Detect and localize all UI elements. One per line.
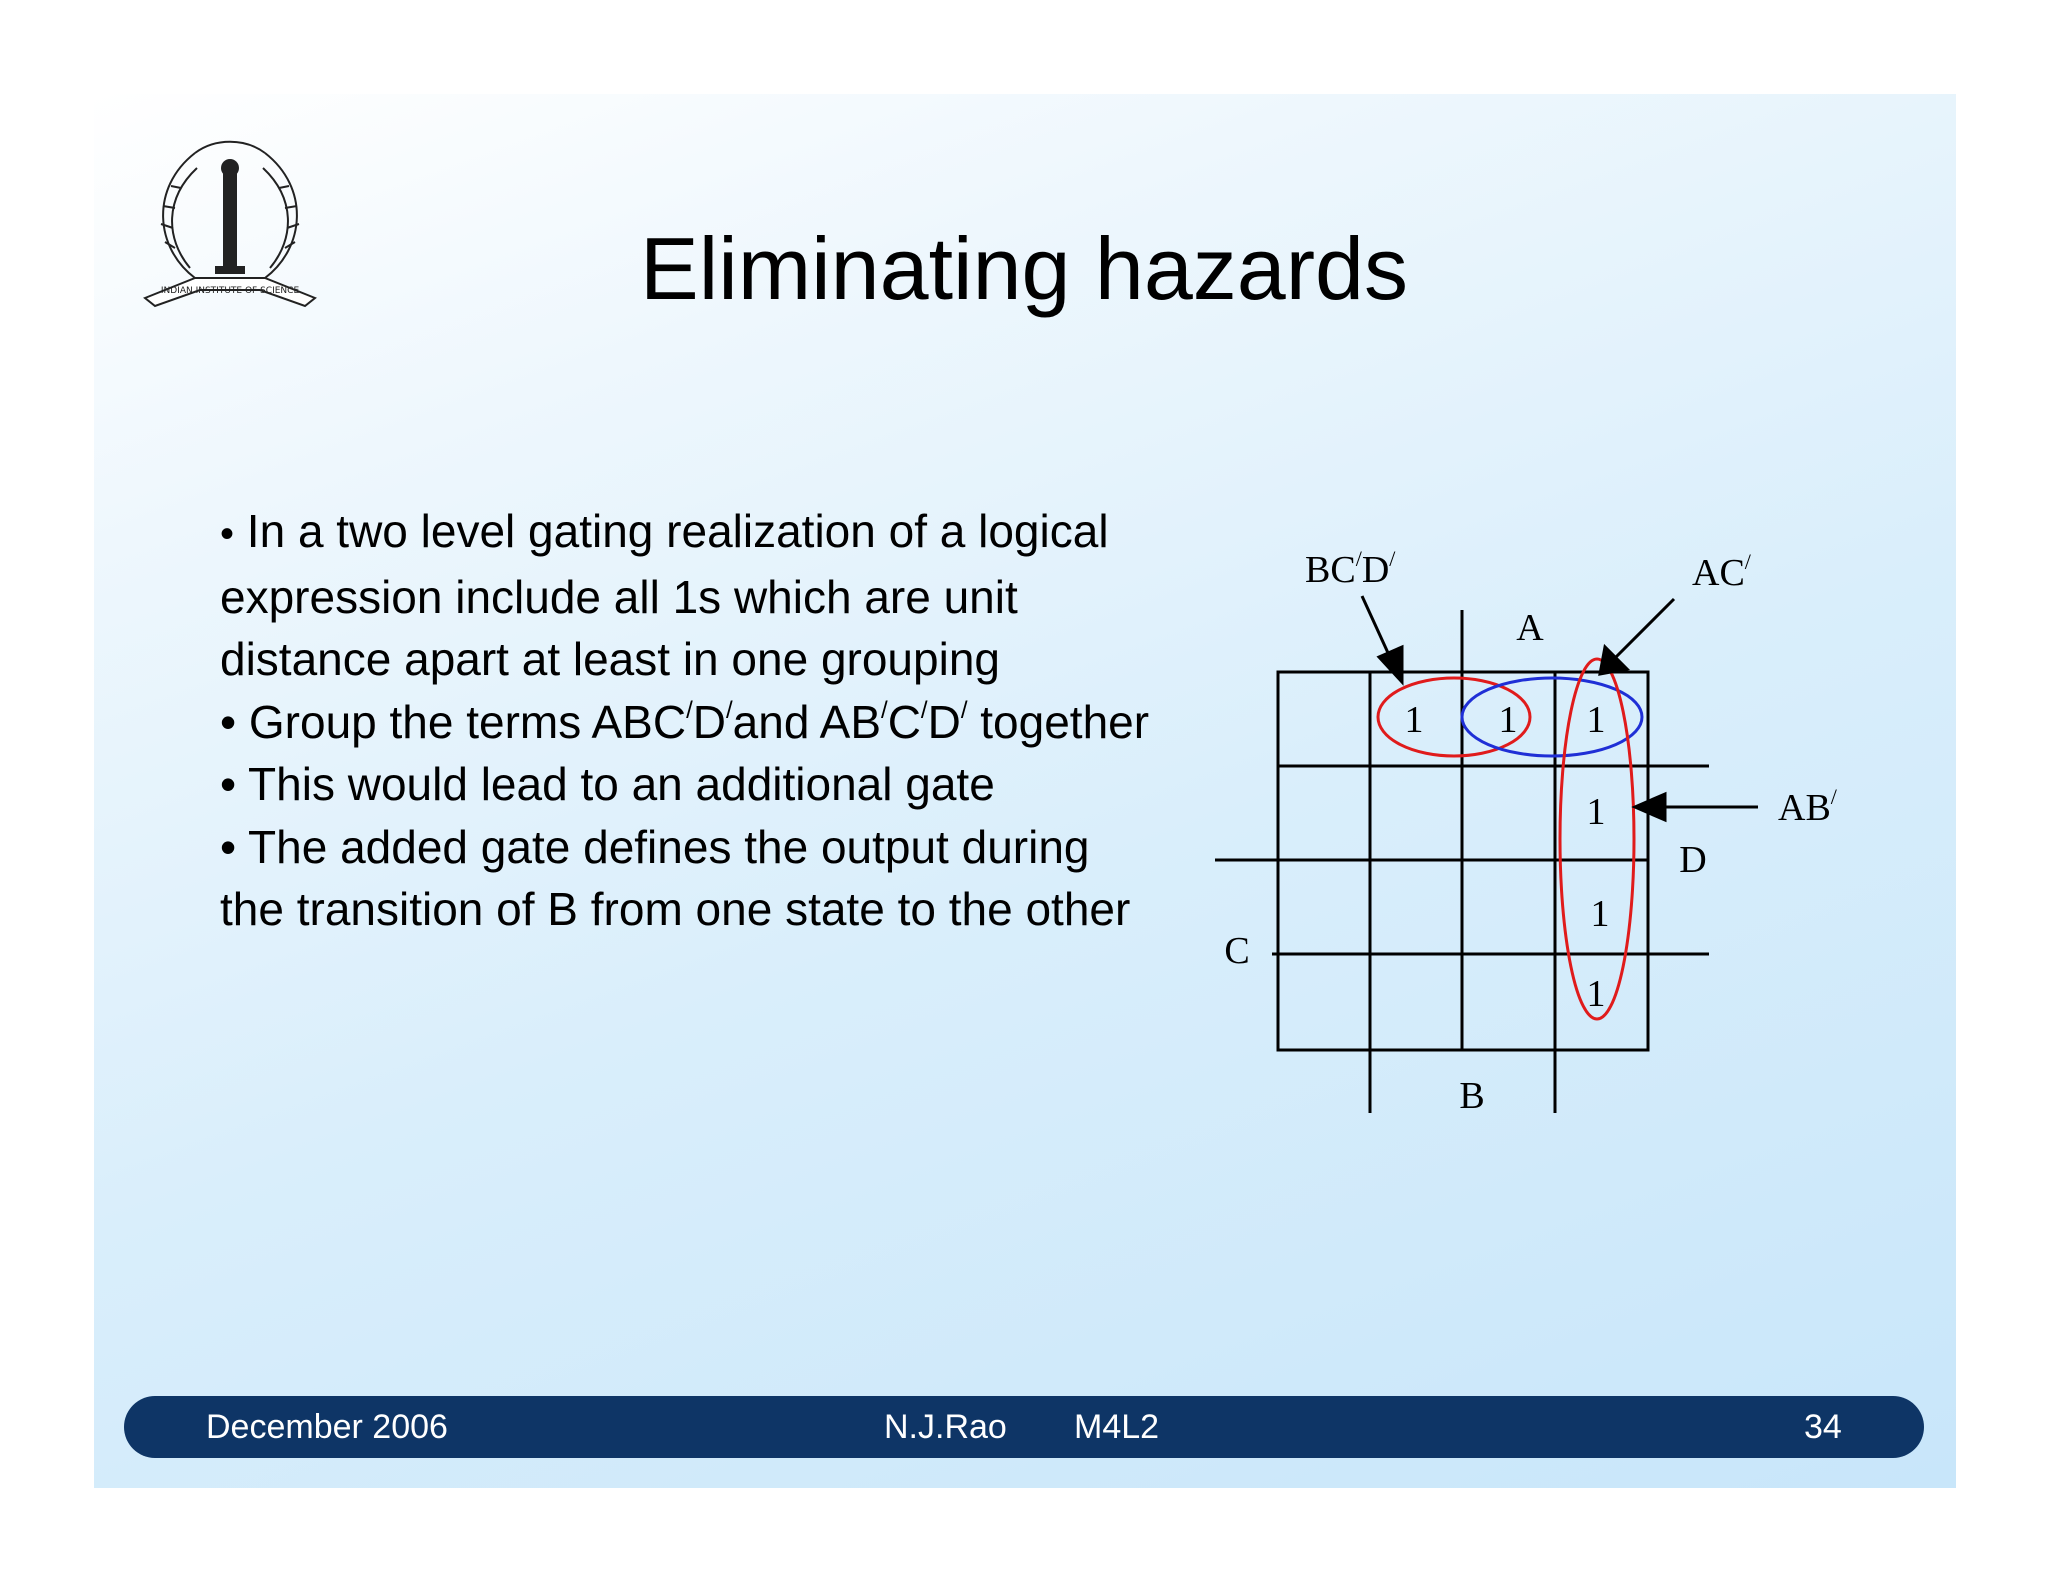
- karnaugh-map: [1190, 510, 1890, 1130]
- group-label-ab: AB/: [1778, 784, 1837, 829]
- bullet-marker: •: [220, 512, 235, 556]
- bullet-text: and AB: [732, 695, 882, 748]
- var-label-b: B: [1459, 1075, 1485, 1117]
- group-label-ac: AC/: [1692, 549, 1751, 594]
- footer-bar: [124, 1396, 1924, 1458]
- bullet-marker: •: [220, 695, 237, 748]
- prime-mark: /: [686, 696, 693, 724]
- bullet-item: [220, 500, 1150, 691]
- group-ac-ellipse: [1462, 678, 1642, 756]
- footer-page-number: 34: [1804, 1408, 1842, 1446]
- bullet-text: D: [927, 695, 961, 748]
- cell-one: 1: [1590, 893, 1610, 935]
- footer-date: December 2006: [206, 1408, 448, 1446]
- cell-one: 1: [1586, 699, 1606, 741]
- cell-one: 1: [1586, 973, 1606, 1015]
- var-label-a: A: [1516, 607, 1544, 649]
- bullet-text: D: [692, 695, 726, 748]
- footer-author: N.J.Rao: [884, 1408, 1007, 1446]
- arrow-ac: [1613, 599, 1674, 660]
- bullet-list: [220, 500, 1150, 941]
- bullet-text: This would lead to an additional gate: [236, 758, 995, 810]
- bullet-text: In a two level gating realization of a logical expression include all 1s which are unit distance apart at least in one grouping: [220, 505, 1109, 685]
- cell-one: 1: [1404, 699, 1424, 741]
- var-label-c: C: [1224, 930, 1250, 972]
- bullet-text: C: [887, 695, 921, 748]
- prime-mark: /: [725, 696, 733, 724]
- bullet-item: [220, 816, 1150, 941]
- bullet-marker: •: [220, 820, 237, 873]
- prime-mark: /: [881, 696, 888, 724]
- cell-one: 1: [1498, 699, 1518, 741]
- arrow-ab-head: [1635, 794, 1665, 820]
- bullet-text: together: [967, 695, 1150, 748]
- bullet-marker: •: [220, 758, 237, 810]
- prime-mark: /: [920, 696, 928, 724]
- var-label-d: D: [1679, 839, 1707, 881]
- group-label-bcd: BC/D/: [1305, 546, 1396, 591]
- logo-ribbon-text: INDIAN INSTITUTE OF SCIENCE: [160, 286, 300, 296]
- bullet-item: [220, 753, 1150, 816]
- prime-mark: /: [960, 696, 968, 724]
- arrow-bcd-head: [1379, 647, 1402, 682]
- cell-one: 1: [1586, 791, 1606, 833]
- bullet-text: The added gate defines the output during the transition of B from one state to the other: [220, 820, 1131, 935]
- slide-title: Eliminating hazards: [640, 219, 1408, 318]
- bullet-item: [220, 691, 1150, 754]
- bullet-text: Group the terms ABC: [236, 695, 687, 748]
- footer-module: M4L2: [1074, 1408, 1160, 1446]
